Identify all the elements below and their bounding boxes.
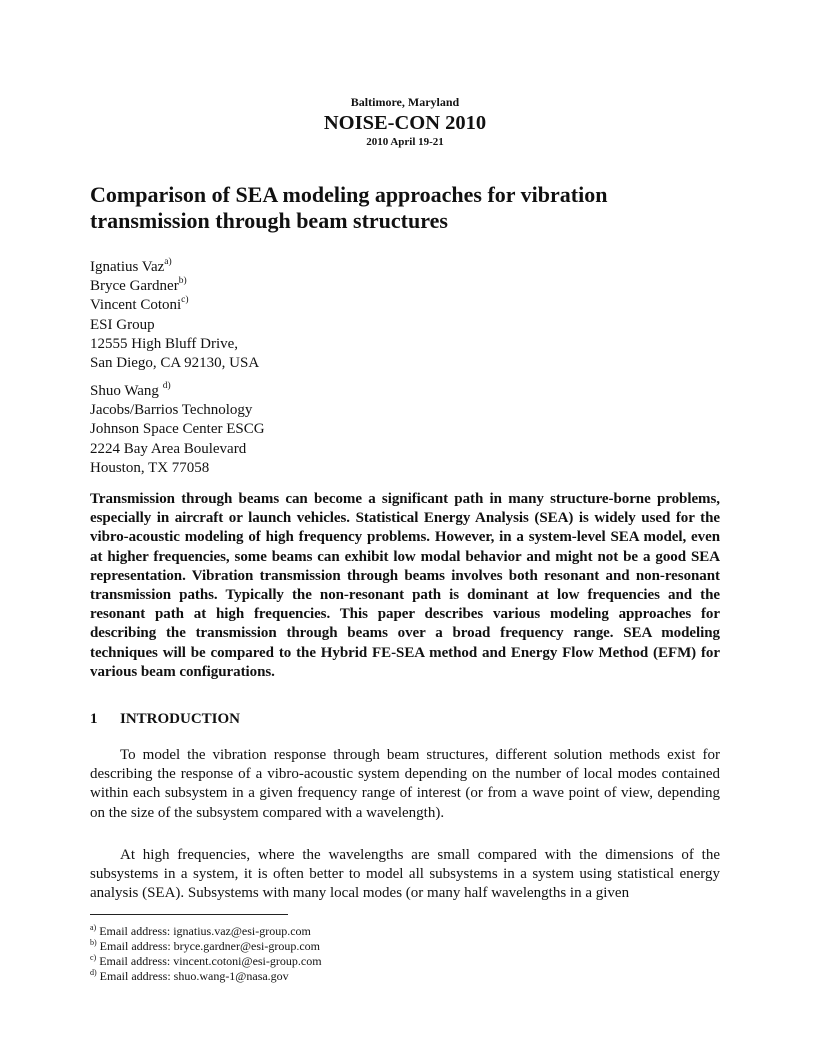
affiliation-mark: b) — [178, 276, 187, 287]
footnote-mark: a) — [90, 923, 97, 932]
paper-page — [90, 0, 720, 1056]
affiliation-mark: c) — [181, 295, 189, 306]
affiliation-organization: ESI Group — [90, 316, 155, 333]
author-name: Bryce Gardner$^{b)}$ — [90, 276, 187, 295]
author-name: Shuo Wang $^{d)}$ — [90, 381, 171, 399]
section-number: 1 — [90, 711, 98, 727]
section-title: INTRODUCTION — [120, 711, 241, 727]
affiliation-street: 12555 High Bluff Drive, — [90, 335, 239, 352]
affiliation-street: 2224 Bay Area Boulevard — [90, 440, 247, 457]
author-name: Vincent Cotoni$^{c)}$ — [90, 295, 189, 314]
affiliation-mark: d) — [162, 381, 171, 391]
body-paragraph: To model the vibration response through beam structures, different solution methods exist for describing the response of a vibro-acoustic system depending on the number of local modes contained within each subsystem in a given frequency range of interest (or from a wave point of view, depending on the size of the subsystem compared with a wavelength). — [90, 747, 720, 821]
footnote: $^{a)}$ Email address: ignatius.vaz@esi-group.com — [90, 923, 311, 938]
footnotes — [90, 924, 322, 984]
footnote: $^{c)}$ Email address: vincent.cotoni@esi-group.com — [90, 953, 322, 968]
footnote-mark: c) — [90, 953, 97, 962]
conference-city: Baltimore, Maryland — [350, 95, 460, 109]
abstract: Transmission through beams can become a significant path in many structure-borne problems, especially in aircraft or launch vehicles. Statistical Energy Analysis (SEA) is widely used for the vibro-acoustic modeling of high frequency problems. However, in a system-level SEA model, even at higher frequencies, some beams can exhibit low modal behavior and might not be a good SEA representation. Vibration transmission through beams involves both resonant and non-resonant transmission paths. Typically the non-resonant path is dominant at low frequencies and the resonant path at high frequencies. This paper describes various modeling approaches for describing the transmission through beams over a broad frequency range. SEA modeling techniques will be compared to the Hybrid FE-SEA method and Energy Flow Method (EFM) for various beam configurations. — [90, 491, 720, 680]
section-heading — [90, 710, 240, 729]
author-block-esi — [90, 258, 720, 373]
paper-title: Comparison of SEA modeling approaches for vibration transmission through beam structures — [90, 182, 608, 233]
affiliation-organization: Jacobs/Barrios Technology — [90, 402, 253, 419]
affiliation-city: San Diego, CA 92130, USA — [90, 355, 260, 372]
conference-name: NOISE-CON 2010 — [323, 112, 487, 134]
footnote: $^{d)}$ Email address: shuo.wang-1@nasa.gov — [90, 968, 289, 983]
conference-date: 2010 April 19-21 — [366, 136, 444, 148]
footnote-mark: b) — [90, 938, 97, 947]
conference-header — [90, 94, 720, 149]
footnote-mark: d) — [90, 968, 97, 977]
author-block-jacobs — [90, 382, 720, 478]
affiliation-center: Johnson Space Center ESCG — [90, 421, 265, 438]
body-paragraph: At high frequencies, where the wavelengths are small compared with the dimensions of the subsystems in a system, it is often better to model all subsystems in a system using statistical energy analysis (SEA). Subsystems with many local modes (or many half wavelengths in a given — [90, 847, 720, 902]
affiliation-mark: a) — [164, 257, 172, 267]
footnote-rule — [90, 914, 288, 915]
affiliation-city: Houston, TX 77058 — [90, 459, 210, 476]
author-name: Ignatius Vaz$^{a)}$ — [90, 257, 172, 275]
footnote: $^{b)}$ Email address: bryce.gardner@esi-group.com — [90, 938, 320, 953]
